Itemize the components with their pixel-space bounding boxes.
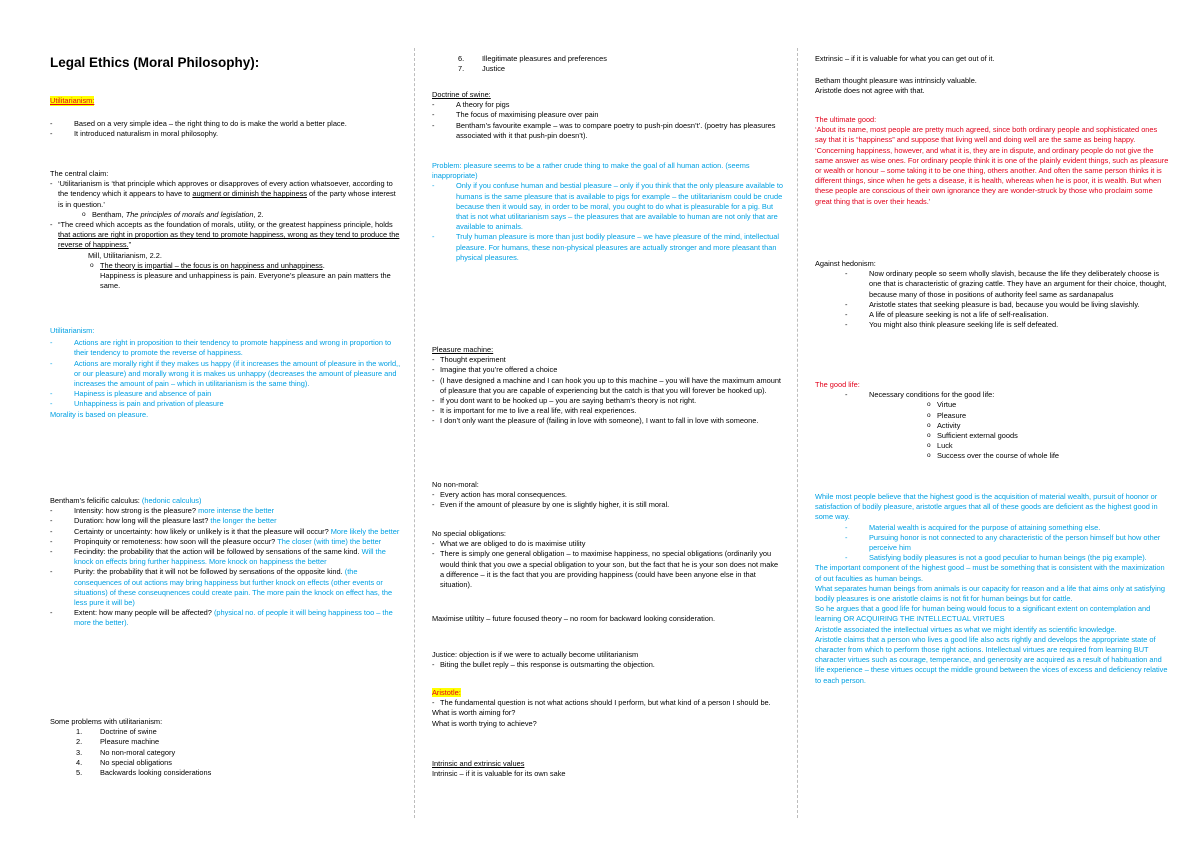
list-item: - Aristotle states that seeking pleasure is bad, because you would be living slavishly. [845, 300, 1170, 310]
felicific-heading: Bentham’s felicific calculus: (hedonic calculus) [50, 496, 202, 505]
column-divider [797, 48, 798, 818]
intrinsic-heading: Intrinsic and extrinsic values [432, 759, 525, 768]
list-item: - You might also think pleasure seeking life is self defeated. [845, 320, 1170, 330]
column-left [50, 0, 402, 848]
felicific-calculus-section [50, 496, 402, 629]
maximise-utility-note: Maximise utiltity – future focused theory – no room for backward looking consideration. [432, 614, 716, 623]
good-life-section [815, 380, 1170, 462]
good-life-heading: The good life: [815, 380, 860, 389]
column-right [815, 0, 1170, 848]
list-item: - Now ordinary people so seem wholly slavish, because the life they deliberately choose is one that is characteristic of grazing cattle. They have an argument for their choice, thought, because many of those in positions of authority feel same as sardanapalus [845, 269, 1170, 300]
problems-heading: Some problems with utilitarianism: [50, 717, 163, 726]
list-item: - Certainty or uncertainty: how likely or unlikely is it that the pleasure will occur? More likely the better [50, 527, 402, 537]
hedonism-heading: Against hedonism: [815, 259, 876, 268]
list-item: - ‘Utilitarianism is ‘that principle which approves or disapproves of every action whatsoever, according to the tendency which it appears to have to augment or diminish the happiness of the party whose interest is in question.’ o Bentham, The principles of morals and legislation, 2. [50, 179, 402, 220]
list-item: - (I have designed a machine and I can hook you up to this machine – you will have the maximum amount of pleasure that you are capable of experiencing but the catch is that you will forever be hooked up). [432, 376, 784, 396]
swine-heading: Doctrine of swine: [432, 90, 491, 99]
list-item: - Based on a very simple idea – the right thing to do is make the world a better place. [50, 119, 402, 129]
bentham-aristotle-note: Betham thought pleasure was intrinsicly valuable. Aristotle does not agree with that. [815, 76, 977, 96]
list-item: - The focus of maximising pleasure over pain [432, 110, 784, 120]
list-item: - Bentham’s favourite example – was to compare poetry to push-pin doesn’t’. (poetry has pleasures associated with it that push-pin doesn’t). [432, 121, 784, 141]
highest-good-section: While most people believe that the highest good is the acquisition of material wealth, pursuit of hoonor or satisfaction of bodily pleasure, aristotle argues that all of these goods are deficient as the highest good in some way. - Material wealth is acquired for the purpose of attaining something else. - Pursuing honor is not connected to any characteristic of the person himself but how other perceive him - Satisfying bodily pleasures is not a good peculiar to human beings (the pig example). The important component of the highest good – must be something that is consistent with the maximization of out faculties as human beings. What separates human beings from animals is our capacity for reason and a life that aims only at satisfying bodily pleasures is one aristotle claims is not fit for human beings but for cattle. So he argues that a good life for human being would focus to a significant extent on contemplation and learning OR ACQUIRING THE INTELLECTUAL VIRTUES Aristotle associated the intellectual virtues as what we might identify as scientific knowledge. Aristotle claims that a person who lives a good life also acts rightly and develops the appropriate state of character from which to perform those right actions. Intellectual virtues are required from learning BUT character virtues such as courage, temperance, and generosity are acquired as a result of habituation and life experience – these virtues occupt the middle ground between the vices of excess and deficiency relative to each person. [815, 492, 1170, 686]
list-item: - The fundamental question is not what actions should I perform, but what kind of a person I should be. [432, 698, 784, 708]
list-item: - I don’t only want the pleasure of (failing in love with someone), I want to fall in love with someone. [432, 416, 784, 426]
list-item: - Satisfying bodily pleasures is not a good peculiar to human beings (the pig example). [845, 553, 1170, 563]
nonmoral-heading: No non-moral: [432, 480, 479, 489]
list-item: 7. Justice [458, 64, 506, 74]
list-item: o Virtue [927, 400, 1170, 410]
central-claim-section [50, 169, 402, 291]
list-item: - Propinquity or remoteness: how soon will the pleasure occur? The closer (with time) the better [50, 537, 402, 547]
list-item: 5. Backwards looking considerations [76, 768, 212, 778]
list-item: - Truly human pleasure is more than just bodily pleasure – we have pleasure of the mind, intellectual pleasure. For humans, these non-physical pleasures are actually stronger and more pleasant than physical pleasures. [432, 232, 784, 263]
aristotle-section: Aristotle: - The fundamental question is not what actions should I perform, but what kind of a person I should be. What is worth aiming for? What is worth trying to achieve? [432, 688, 784, 729]
list-item: o Luck [927, 441, 1170, 451]
list-item: 3. No non-moral category [76, 747, 176, 757]
list-item: - A theory for pigs [432, 100, 784, 110]
utilitarianism-intro [50, 119, 402, 139]
list-item: - “The creed which accepts as the foundation of morals, utility, or the greatest happiness principle, holds that actions are right in proportion as they tend to promote happiness, wrong as they tend to produce the reverse of happiness.” Mill, Utilitarianism, 2.2. o The theory is impartial – the focus is on happiness and unhappiness. Happiness is pleasure and unhappiness is pain. Everyone’s pleasure an pain matters the same. [50, 220, 402, 291]
list-item: - What we are obliged to do is maximise utility [432, 539, 784, 549]
list-item: - Only if you confuse human and bestial pleasure – only if you think that the only pleasure available to humans is the same pleasure that is available to pigs for example – the utilitarianism could be crude because then it would say, in order to be moral, you ought to do what is pleasurable for a pig. But that is not what utilitarianism says – the pleasures that are available to human are not only that are available to animals. [432, 181, 784, 232]
list-item: - If you dont want to be hooked up – you are saying betham’s theory is not right. [432, 396, 784, 406]
list-item: - It introduced naturalism in moral philosophy. [50, 129, 402, 139]
list-item: - Every action has moral consequences. [432, 490, 784, 500]
utilitarianism-heading: Utilitarianism: [50, 96, 95, 105]
list-item: 1. Doctrine of swine [76, 727, 157, 737]
machine-heading: Pleasure machine: [432, 345, 494, 354]
list-item: 4. No special obligations [76, 757, 172, 767]
ultimate-good-section: The ultimate good: ‘About its name, most people are pretty much agreed, since both ordinary people and sophisticated ones say that it is “happiness” and suppose that living well and doing well are the same as being happy. ‘Concerning happiness, however, and what it is, they are in dispute, and ordinary people do not give the same answer as wise ones. For ordinary people think it is one of the plainly evident things, such as pleasure or wealth or honour – some taking it to be one thing, others another. And often the same person thinks it is different things, since when he gets a disease, it is health, whereas when he is poor, it is wealth. But when these people are conscious of their own ignorance they are wonder-struck by those who proclaim some great thing that is over their heads.’ [815, 115, 1169, 206]
non-moral-section [432, 480, 784, 511]
list-item: - Duration: how long will the pleasure last? the longer the better [50, 516, 402, 526]
intrinsic-extrinsic-section: Intrinsic and extrinsic values Intrinsic – if it is valuable for its own sake [432, 759, 784, 779]
justice-section: Justice: objection is if we were to actually become utilitarianism - Biting the bullet reply – this response is outsmarting the objection. [432, 650, 784, 670]
pleasure-machine-section [432, 345, 784, 427]
list-item: o The theory is impartial – the focus is on happiness and unhappiness. [90, 261, 402, 271]
list-item: - Pursuing honor is not connected to any characteristic of the person himself but how other perceive him [845, 533, 1170, 553]
list-item: - Unhappiness is pain and privation of pleasure [50, 399, 402, 409]
list-item: - Fecindity: the probability that the action will be followed by sensations of the same kind. Will the knock on effects bring further happiness. More knock on happiness the better [50, 547, 402, 567]
list-item: - Intensity: how strong is the pleasure? more intense the better [50, 506, 402, 516]
citation: Mill, Utilitarianism, 2.2. [88, 250, 162, 260]
list-item: - Actions are right in proposition to their tendency to promote happiness and wrong in proportion to their tendency to promote the reverse of happiness. [50, 338, 402, 358]
list-item: - Imagine that you’re offered a choice [432, 365, 784, 375]
aristotle-heading: Aristotle: [432, 688, 461, 697]
utilitarianism-subheading: Utilitarianism: [50, 326, 95, 335]
list-item: - Extent: how many people will be affected? (physical no. of people it will being happiness too – the more the better). [50, 608, 402, 628]
problems-section [50, 717, 402, 778]
column-divider [414, 48, 415, 818]
list-item: - Biting the bullet reply – this response is outsmarting the objection. [432, 660, 784, 670]
list-item: - Necessary conditions for the good life: [845, 390, 1170, 400]
citation: o Bentham, The principles of morals and legislation, 2. [82, 210, 402, 220]
list-item: o Pleasure [927, 411, 1170, 421]
list-item: o Sufficient external goods [927, 431, 1170, 441]
ultimate-good-heading: The ultimate good: [815, 115, 877, 124]
special-heading: No special obligations: [432, 529, 506, 538]
list-item: - Material wealth is acquired for the purpose of attaining something else. [845, 523, 1170, 533]
list-item: - There is simply one general obligation – to maximise happiness, no special obligations (ordinarily you would think that you owe a special obligation to your son, but the fact that he is your son does not make a difference – it is the fact that you are providing happiness (could have been anyone else in that situation). [432, 549, 784, 590]
problem-section: Problem: pleasure seems to be a rather crude thing to make the goal of all human action. (seems inappropriate) - Only if you confuse human and bestial pleasure – only if you think that the only pleasure available to humans is the same pleasure that is available to pigs for example – the utilitarianism could be crude because then it would say, in order to be moral, you ought to do what is pleasurable for a pig. But that is not what utilitarianism says – the pleasures that are available to human are not only that are available to animals. - Truly human pleasure is more than just bodily pleasure – we have pleasure of the mind, intellectual pleasure. For humans, these non-physical pleasures are actually stronger and more pleasant than physical pleasures. [432, 161, 784, 263]
document-title: Legal Ethics (Moral Philosophy): [50, 55, 260, 70]
list-item: - Actions are morally right if they makes us happy (if it increases the amount of pleasure in the world,, or our pleasure) and morally wrong it is makes us unhappy (decreases the amount of pleasure and increases the amount of pain – which in utilitarianism is the same thing). [50, 359, 402, 390]
central-claim-heading: The central claim: [50, 169, 109, 178]
list-item: 2. Pleasure machine [76, 737, 160, 747]
column-middle [432, 0, 784, 848]
list-item: 6. Illegitimate pleasures and preferences [458, 54, 607, 63]
doctrine-of-swine-section [432, 90, 784, 141]
list-item: - Even if the amount of pleasure by one is slightly higher, it is still moral. [432, 500, 784, 510]
list-item: - It is important for me to live a real life, with real experiences. [432, 406, 784, 416]
special-obligations-section [432, 529, 784, 590]
utilitarianism-definitions: Utilitarianism: - Actions are right in proposition to their tendency to promote happiness and wrong in proportion to their tendency to promote the reverse of happiness. - Actions are morally right if they makes us happy (if it increases the amount of pleasure in the world,, or our pleasure) and morally wrong it is makes us unhappy (decreases the amount of pleasure and increases the amount of pain – which in utilitarianism is the same thing). - Hapiness is pleasure and absence of pain - Unhappiness is pain and privation of pleasure Morality is based on pleasure. [50, 326, 402, 420]
against-hedonism-section [815, 259, 1170, 330]
list-item: - Thought experiment [432, 355, 784, 365]
list-item: - A life of pleasure seeking is not a life of self-realisation. [845, 310, 1170, 320]
extrinsic-note: Extrinsic – if it is valuable for what you can get out of it. [815, 54, 995, 63]
list-item: o Activity [927, 421, 1170, 431]
list-item: - Purity: the probability that it will not be followed by sensations of the opposite kind. (the consequences of out actions may bring happiness but further knock on effects (other events or situations) of these conseuqnences could create pain. The more pain the knock on effect has, the less pure it will be) [50, 567, 402, 608]
list-item: - Hapiness is pleasure and absence of pain [50, 389, 402, 399]
problems-continued [432, 54, 784, 74]
list-item: o Success over the course of whole life [927, 451, 1170, 461]
